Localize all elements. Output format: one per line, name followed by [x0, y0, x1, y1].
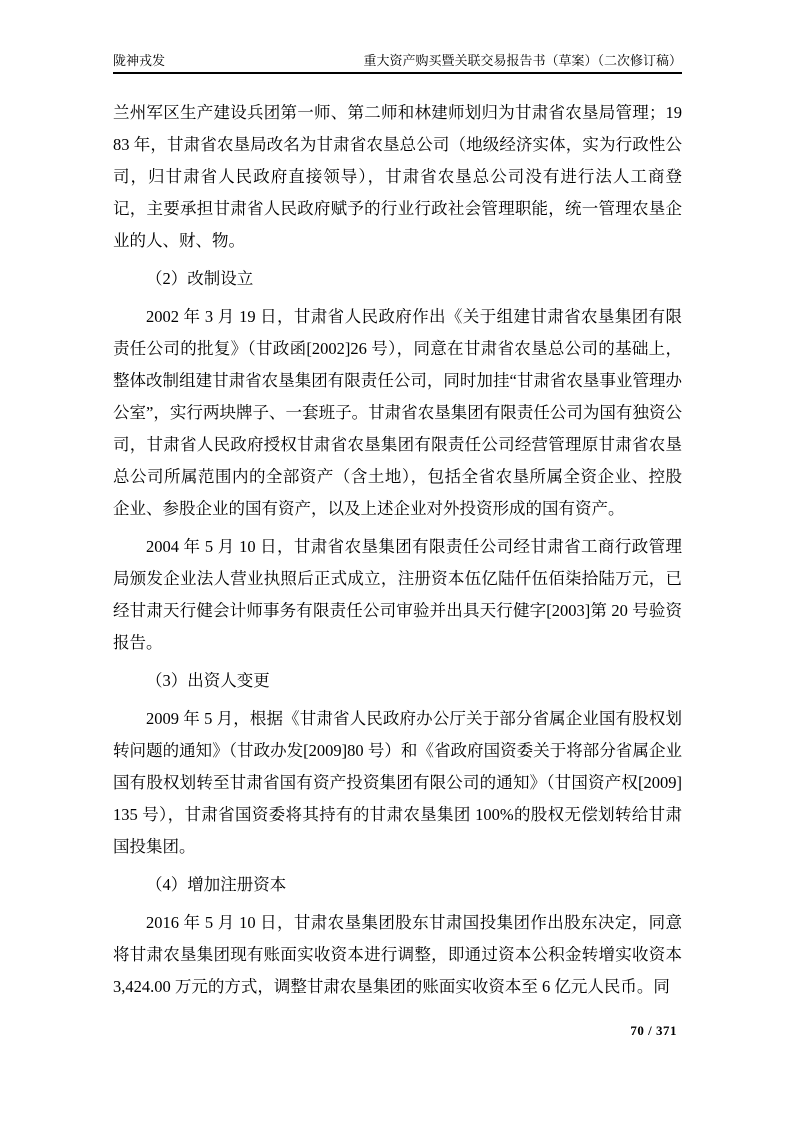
section-heading: （4）增加注册资本	[146, 875, 287, 894]
paragraph: 2004 年 5 月 10 日，甘肃省农垦集团有限责任公司经甘肃省工商行政管理局颁发企业法人营业执照后正式成立，注册资本伍亿陆仟伍佰柒拾陆万元，已经甘肃天行健会计师事务有限责任公司审验并出具天行健字[2003]第 20 号验资报告。	[113, 537, 682, 652]
page-header	[113, 50, 682, 74]
paragraph: 兰州军区生产建设兵团第一师、第二师和林建师划归为甘肃省农垦局管理；1983 年，甘肃省农垦局改名为甘肃省农垦总公司（地级经济实体，实为行政性公司，归甘肃省人民政府直接领导），甘肃省农垦总公司没有进行法人工商登记，主要承担甘肃省人民政府赋予的行业行政社会管理职能，统一管理农垦企业的人、财、物。	[113, 103, 682, 250]
paragraph: 2002 年 3 月 19 日，甘肃省人民政府作出《关于组建甘肃省农垦集团有限责任公司的批复》（甘政函[2002]26 号），同意在甘肃省农垦总公司的基础上，整体改制组建甘肃省农垦集团有限责任公司，同时加挂“甘肃省农垦事业管理办公室”，实行两块牌子、一套班子。甘肃省农垦集团有限责任公司为国有独资公司，甘肃省人民政府授权甘肃省农垦集团有限责任公司经营管理原甘肃省农垦总公司所属范围内的全部资产（含土地），包括全省农垦所属全资企业、控股企业、参股企业的国有资产，以及上述企业对外投资形成的国有资产。	[113, 307, 682, 518]
page-number: 70 / 371	[630, 1023, 677, 1038]
paragraph: 2016 年 5 月 10 日，甘肃农垦集团股东甘肃国投集团作出股东决定，同意将甘肃农垦集团现有账面实收资本进行调整，即通过资本公积金转增实收资本 3,424.00 万元的方式，调整甘肃农垦集团的账面实收资本至 6 亿元人民币。同	[113, 913, 682, 996]
document-body	[113, 97, 682, 1009]
section-heading: （3）出资人变更	[146, 671, 270, 690]
page-footer	[630, 1023, 677, 1039]
header-short-title: 陇神戎发	[113, 53, 166, 68]
section-heading: （2）改制设立	[146, 269, 254, 288]
paragraph: 2009 年 5 月，根据《甘肃省人民政府办公厅关于部分省属企业国有股权划转问题的通知》（甘政办发[2009]80 号）和《省政府国资委关于将部分省属企业国有股权划转至甘肃省国有资产投资集团有限公司的通知》（甘国资产权[2009]135 号），甘肃省国资委将其持有的甘肃农垦集团 100%的股权无偿划转给甘肃国投集团。	[113, 709, 682, 856]
header-report-title: 重大资产购买暨关联交易报告书（草案）（二次修订稿）	[363, 53, 682, 68]
